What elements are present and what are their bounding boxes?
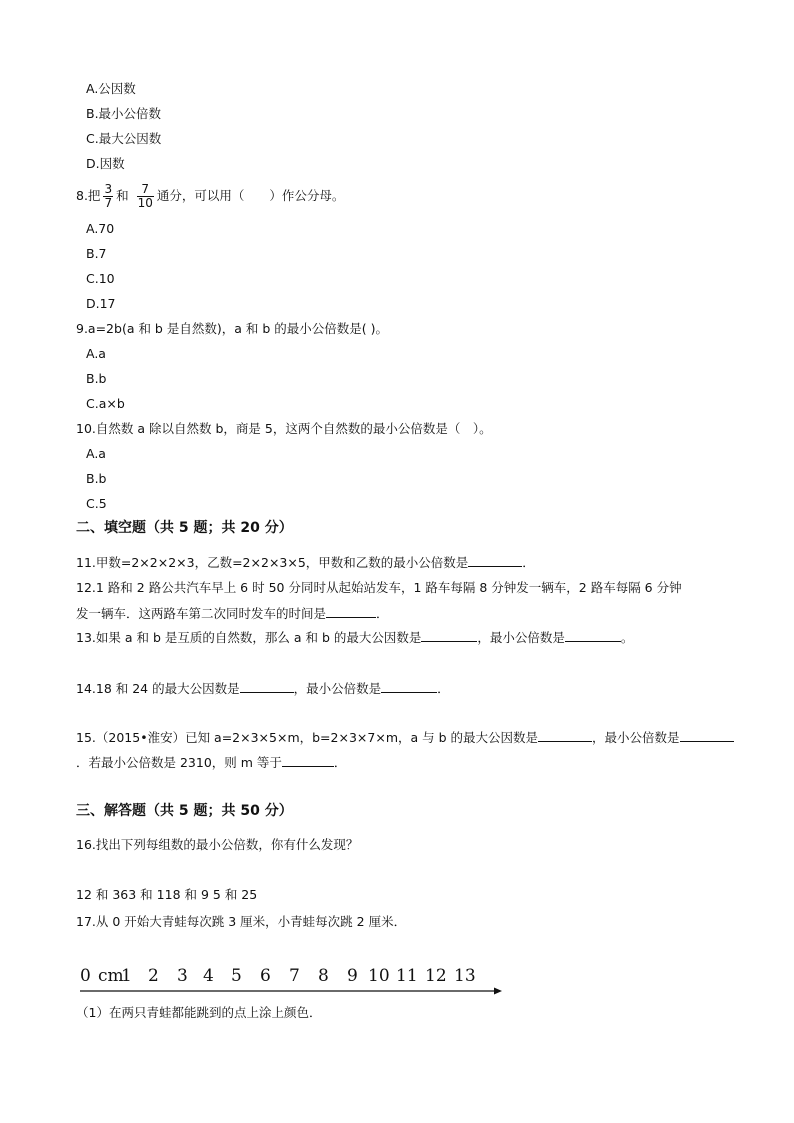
ruler-label-7: 7 — [289, 966, 300, 986]
q12-line1: 12.1 路和 2 路公共汽车早上 6 时 50 分同时从起始站发车，1 路车每隔 8 分钟发一辆车，2 路车每隔 6 分钟 — [76, 580, 682, 595]
ruler-label-8: 8 — [318, 966, 329, 986]
q14-blank-gcd[interactable] — [240, 680, 294, 693]
q8-fraction-1: $\frac{3}{7}$ — [104, 182, 113, 210]
q8-option-c: C.10 — [86, 271, 115, 286]
q11-text: 11.甲数=2×2×2×3，乙数=2×2×3×5，甲数和乙数的最小公倍数是 — [76, 555, 469, 570]
q15-line2-text: ．若最小公倍数是 2310，则 m 等于 — [76, 755, 282, 770]
ruler-label-4: 4 — [203, 966, 214, 986]
q14-part2: ，最小公倍数是 — [293, 681, 382, 696]
q7-option-a: A.公因数 — [86, 81, 136, 96]
q12-line2 — [76, 605, 389, 622]
q15-blank-gcd[interactable] — [538, 729, 592, 742]
ruler-label-2: 2 — [148, 966, 159, 986]
q7-option-c: C.最大公因数 — [86, 131, 162, 146]
q8-stem — [76, 181, 344, 211]
q17-stem: 17.从 0 开始大青蛙每次跳 3 厘米，小青蛙每次跳 2 厘米． — [76, 914, 407, 929]
q9-option-c: C.a×b — [86, 396, 125, 411]
ruler-label-9: 9 — [347, 966, 358, 986]
q7-option-d: D.因数 — [86, 156, 125, 171]
ruler-label-11: 11 — [396, 966, 418, 986]
q14-part1: 14.18 和 24 的最大公因数是 — [76, 681, 240, 696]
q15-part2: ，最小公倍数是 — [592, 730, 680, 745]
q12-end: ． — [376, 606, 389, 621]
q8-option-d: D.17 — [86, 296, 116, 311]
q15-line2 — [76, 754, 346, 771]
q8-prefix: 8.把 — [76, 188, 101, 203]
q11 — [76, 554, 535, 571]
ruler-label-cm: cm — [98, 966, 124, 986]
q15-blank-lcm[interactable] — [680, 729, 734, 742]
q9-stem: 9.a=2b(a 和 b 是自然数)，a 和 b 的最小公倍数是( )。 — [76, 321, 388, 336]
q15-blank-m[interactable] — [282, 754, 334, 767]
number-line-arrow — [78, 984, 508, 998]
q9-option-b: B.b — [86, 371, 107, 386]
q10-stem: 10.自然数 a 除以自然数 b，商是 5，这两个自然数的最小公倍数是（ ）。 — [76, 421, 492, 436]
ruler-label-12: 12 — [425, 966, 447, 986]
q13 — [76, 629, 633, 646]
q14-blank-lcm[interactable] — [381, 680, 437, 693]
q8-suffix: 通分，可以用（ ）作公分母。 — [156, 188, 345, 203]
q15-line1 — [76, 729, 734, 746]
q13-blank-lcm[interactable] — [565, 629, 621, 642]
q14-end: ． — [437, 681, 450, 696]
q10-option-b: B.b — [86, 471, 107, 486]
q12-text2: 发一辆车．这两路车第二次同时发车的时间是 — [76, 606, 327, 621]
q16-groups: 12 和 363 和 118 和 9 5 和 25 — [76, 887, 258, 902]
q14 — [76, 680, 450, 697]
ruler-label-1: 1 — [121, 966, 132, 986]
q10-option-a: A.a — [86, 446, 106, 461]
ruler-label-0: 0 — [80, 966, 91, 986]
q16-stem: 16.找出下列每组数的最小公倍数，你有什么发现？ — [76, 837, 359, 852]
q11-end: ． — [522, 555, 535, 570]
q15-part1: 15.（2015•淮安）已知 a=2×3×5×m，b=2×3×7×m，a 与 b 的最大公因数是 — [76, 730, 539, 745]
q8-mid: 和 — [116, 188, 129, 203]
q13-end: 。 — [620, 630, 634, 645]
section-2-title: 二、填空题（共 5 题；共 20 分） — [76, 520, 293, 536]
q11-answer-blank[interactable] — [468, 554, 522, 567]
q10-option-c: C.5 — [86, 496, 107, 511]
ruler-label-6: 6 — [260, 966, 271, 986]
q9-option-a: A.a — [86, 346, 106, 361]
q13-part1: 13.如果 a 和 b 是互质的自然数，那么 a 和 b 的最大公因数是 — [76, 630, 422, 645]
q15-end: ． — [333, 755, 347, 770]
q17-subquestion-1: （1）在两只青蛙都能跳到的点上涂上颜色． — [76, 1005, 322, 1020]
section-3-title: 三、解答题（共 5 题；共 50 分） — [76, 803, 293, 819]
ruler-label-13: 13 — [454, 966, 476, 986]
q13-part2: ，最小公倍数是 — [477, 630, 565, 645]
q8-fraction-2: $\frac{7}{10}$ — [137, 182, 153, 210]
ruler-label-10: 10 — [368, 966, 390, 986]
q13-blank-gcd[interactable] — [421, 629, 477, 642]
q8-option-b: B.7 — [86, 246, 107, 261]
q8-option-a: A.70 — [86, 221, 115, 236]
q12-answer-blank[interactable] — [326, 605, 376, 618]
q7-option-b: B.最小公倍数 — [86, 106, 162, 121]
ruler-label-3: 3 — [177, 966, 188, 986]
ruler-label-5: 5 — [231, 966, 242, 986]
